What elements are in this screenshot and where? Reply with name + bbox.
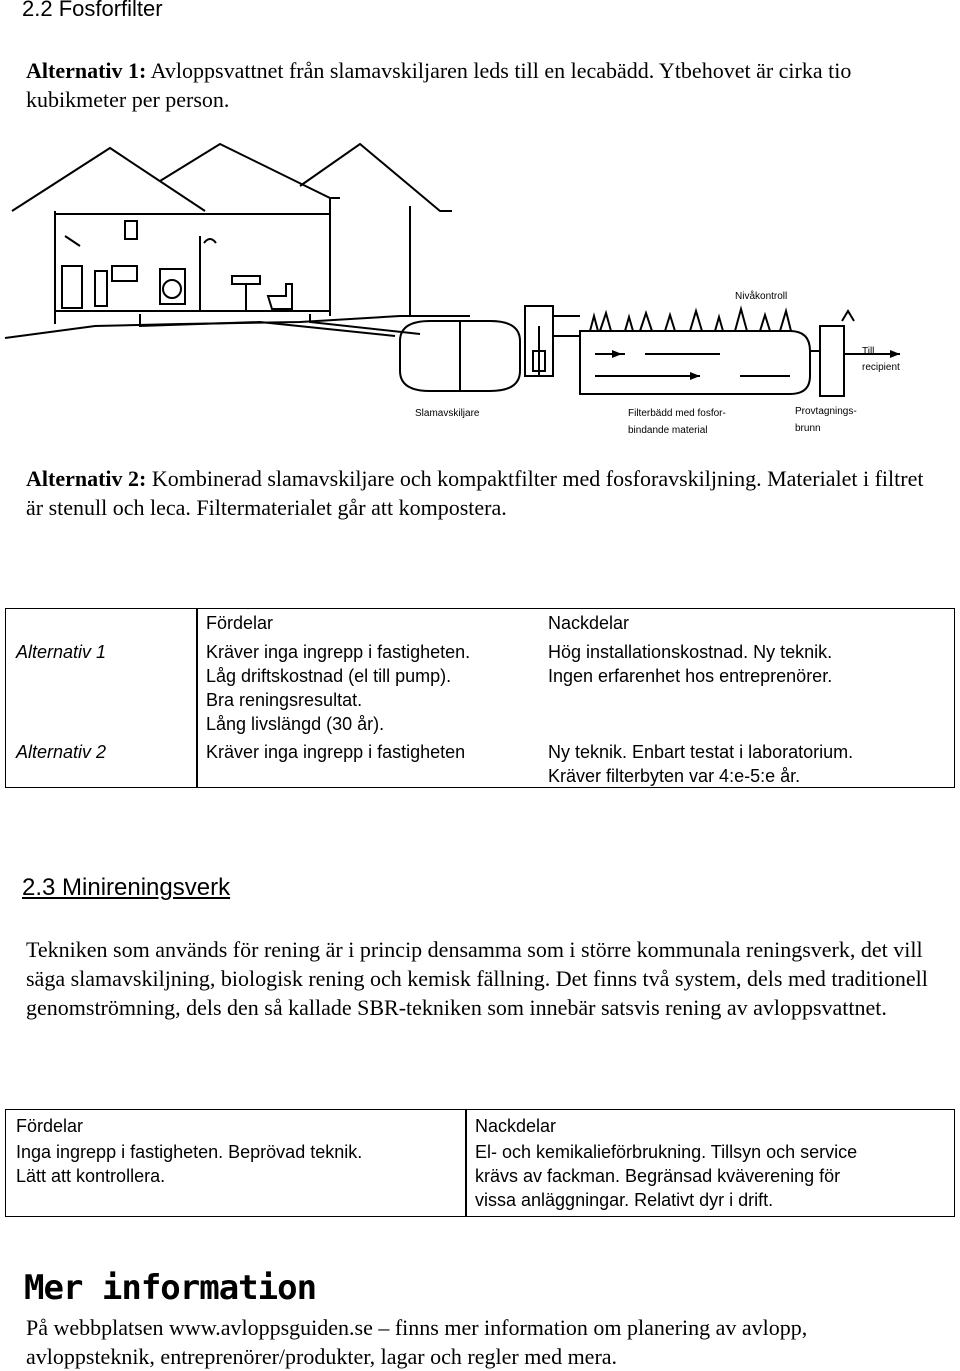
con-line-1: El- och kemikalieförbrukning. Tillsyn och service (475, 1142, 858, 1162)
alt1-pro-1: Kräver inga ingrepp i fastigheten. (206, 642, 471, 662)
table-divider (196, 609, 198, 787)
alt1-pro-4: Lång livslängd (30 år). (206, 714, 385, 734)
header-fordelar: Fördelar (206, 613, 274, 633)
alternativ-2-paragraph (26, 464, 941, 522)
alt1-pro-3: Bra reningsresultat. (206, 690, 363, 710)
label-till: Till (862, 346, 875, 357)
mer-information-heading: Mer information (24, 1268, 317, 1308)
label-filterbadd-line2: bindande material (628, 425, 708, 436)
alternativ-2-label: Alternativ 2: (26, 466, 147, 491)
header-nackdelar: Nackdelar (475, 1116, 557, 1136)
label-filterbadd-line1: Filterbädd med fosfor- (628, 408, 726, 419)
label-provtagning-line1: Provtagnings- (795, 406, 857, 417)
label-recipient: recipient (862, 362, 900, 373)
alternativ-1-paragraph (26, 56, 941, 114)
header-nackdelar: Nackdelar (548, 613, 630, 633)
section-heading-minireningsverk (22, 874, 230, 902)
alt2-con-2: Kräver filterbyten var 4:e-5:e år. (548, 766, 801, 786)
section-heading-minireningsverk-text: 2.3 Minireningsverk (22, 874, 231, 901)
alt1-con-1: Hög installationskostnad. Ny teknik. (548, 642, 833, 662)
alt1-con-2: Ingen erfarenhet hos entreprenörer. (548, 666, 833, 686)
fosforfilter-comparison-table (5, 608, 955, 788)
con-line-2: krävs av fackman. Begränsad kväverening för (475, 1166, 841, 1186)
label-slamavskiljare: Slamavskiljare (415, 408, 480, 419)
con-line-3: vissa anläggningar. Relativt dyr i drift. (475, 1190, 774, 1210)
label-nivakontroll: Nivåkontroll (735, 291, 788, 302)
table-divider (465, 1110, 467, 1216)
alt2-pro-1: Kräver inga ingrepp i fastigheten (206, 742, 466, 762)
alt1-pro-2: Låg driftskostnad (el till pump). (206, 666, 452, 686)
row-label-alternativ-1: Alternativ 1 (16, 642, 107, 662)
pro-line-2: Lätt att kontrollera. (16, 1166, 166, 1186)
minireningsverk-paragraph: Tekniken som används för rening är i princip densamma som i större kommunala reningsverk, det vill säga slamavskiljning, biologisk rening och kemisk fällning. Det finns två system, dels med traditionell genomströmning, dels den så kallade SBR-tekniken som innebär satsvis rening av avloppsvattnet. (26, 937, 928, 1020)
alt2-con-1: Ny teknik. Enbart testat i laboratorium. (548, 742, 854, 762)
pro-line-1: Inga ingrepp i fastigheten. Beprövad teknik. (16, 1142, 363, 1162)
section-heading-fosforfilter: 2.2 Fosforfilter (22, 0, 163, 21)
label-provtagning-line2: brunn (795, 423, 821, 434)
fosforfilter-diagram (0, 126, 960, 446)
row-label-alternativ-2: Alternativ 2 (16, 742, 107, 762)
header-fordelar: Fördelar (16, 1116, 84, 1136)
alternativ-1-text: Avloppsvattnet från slamavskiljaren leds till en lecabädd. Ytbehovet är cirka tio kubikmeter per person. (26, 58, 852, 112)
minireningsverk-comparison-table (5, 1109, 955, 1217)
alternativ-2-text: Kombinerad slamavskiljare och kompaktfilter med fosforavskiljning. Materialet i filtret är stenull och leca. Filtermaterialet går att kompostera. (26, 466, 924, 520)
alternativ-1-label: Alternativ 1: (26, 58, 147, 83)
mer-information-paragraph: På webbplatsen www.avloppsguiden.se – finns mer information om planering av avlopp, avloppsteknik, entreprenörer/produkter, lagar och regler med mera. (26, 1315, 808, 1369)
